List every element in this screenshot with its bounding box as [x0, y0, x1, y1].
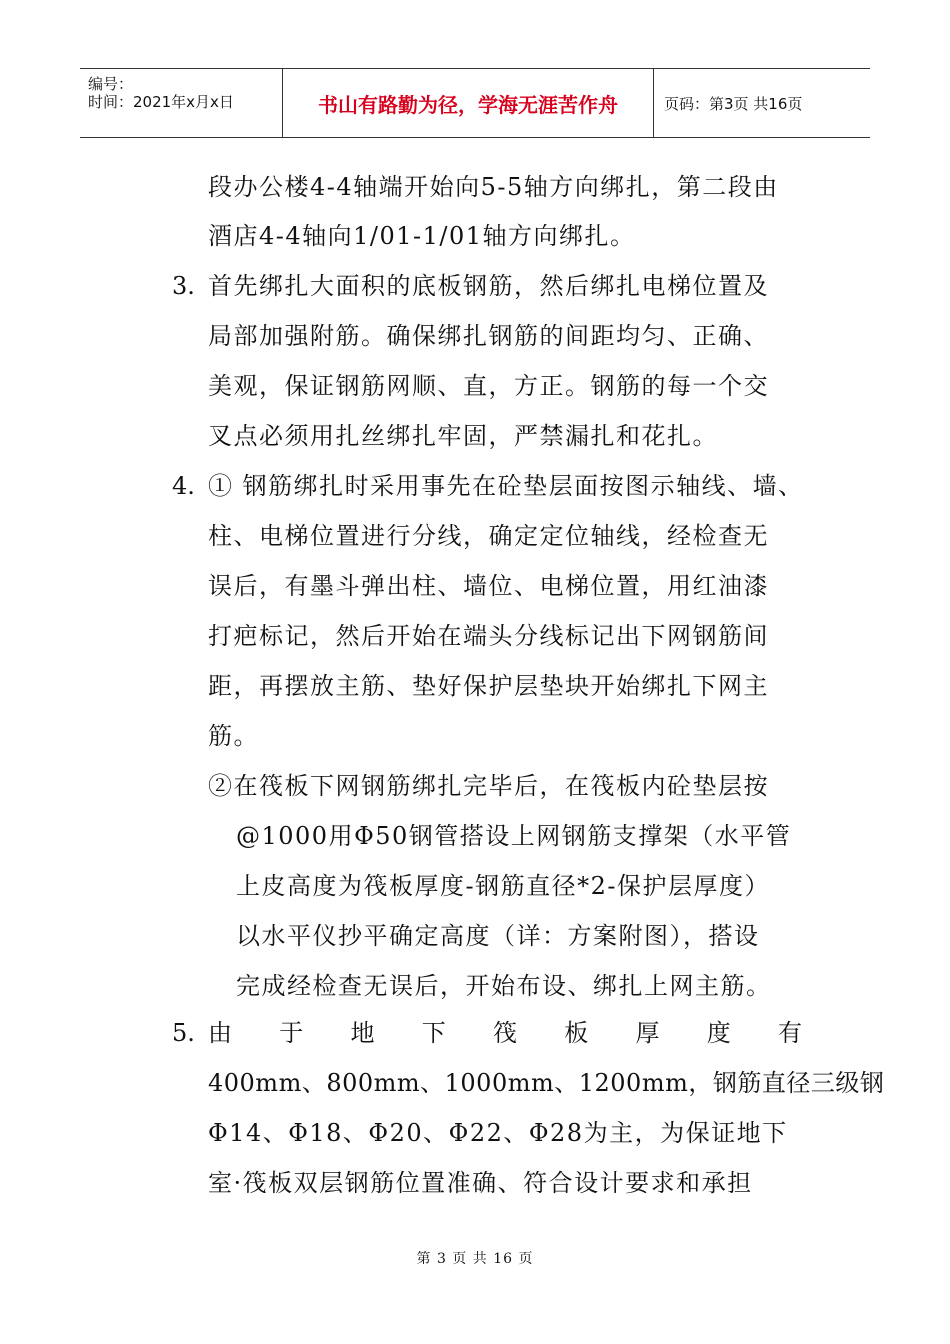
list-number: 3. [172, 272, 195, 300]
text-line: 打疤标记，然后开始在端头分线标记出下网钢筋间 [208, 622, 769, 650]
page-footer: 第 3 页 共 16 页 [416, 1251, 534, 1267]
text-line: 叉点必须用扎丝绑扎牢固，严禁漏扎和花扎。 [208, 422, 718, 450]
text-line: 完成经检查无误后，开始布设、绑扎上网主筋。 [236, 972, 772, 1000]
page-info: 页码：第3页 共16页 [664, 94, 803, 113]
text-line: 400mm、800mm、1000mm、1200mm，钢筋直径三级钢 [208, 1069, 885, 1097]
justified-char: 由 [208, 1019, 232, 1047]
text-line: ②在筏板下网钢筋绑扎完毕后，在筏板内砼垫层按 [208, 772, 769, 800]
list-number: 4. [172, 472, 195, 500]
justified-char: 度 [706, 1019, 731, 1047]
justified-char: 于 [279, 1019, 304, 1047]
text-line: ① 钢筋绑扎时采用事先在砼垫层面按图示轴线、墙、 [208, 472, 804, 500]
list-number: 5. [172, 1019, 195, 1047]
text-line: Φ14、Φ18、Φ20、Φ22、Φ28为主，为保证地下 [208, 1119, 788, 1147]
number-label: 编号： [88, 75, 134, 93]
text-line: 柱、电梯位置进行分线，确定定位轴线，经检查无 [208, 522, 769, 550]
text-line: 误后，有墨斗弹出柱、墙位、电梯位置，用红油漆 [208, 572, 769, 600]
header-page-info-cell [654, 69, 870, 137]
time-label: 时间：2021年x月x日 [88, 93, 234, 111]
text-line: 酒店4-4轴向1/01-1/01轴方向绑扎。 [208, 222, 636, 250]
text-line: 室·筏板双层钢筋位置准确、符合设计要求和承担 [208, 1169, 753, 1197]
text-line: 局部加强附筋。确保绑扎钢筋的间距均匀、正确、 [208, 322, 769, 350]
header-motto: 书山有路勤为径，学海无涯苦作舟 [283, 69, 654, 137]
justified-char: 板 [564, 1019, 589, 1047]
text-line: 筋。 [208, 722, 259, 750]
text-line: 首先绑扎大面积的底板钢筋，然后绑扎电梯位置及 [208, 272, 769, 300]
text-line: 美观，保证钢筋网顺、直，方正。钢筋的每一个交 [208, 372, 769, 400]
text-line: 距，再摆放主筋、垫好保护层垫块开始绑扎下网主 [208, 672, 769, 700]
justified-char: 地 [350, 1019, 375, 1047]
text-line: 以水平仪抄平确定高度（详：方案附图），搭设 [236, 922, 760, 950]
justified-char: 厚 [635, 1019, 660, 1047]
text-line: 段办公楼4-4轴端开始向5-5轴方向绑扎，第二段由 [208, 173, 779, 201]
text-line: @1000用Φ50钢管搭设上网钢筋支撑架（水平管 [236, 822, 792, 850]
header-meta-cell [80, 69, 283, 137]
page-header [80, 68, 870, 138]
justified-line [208, 1018, 802, 1048]
justified-char: 有 [778, 1019, 802, 1047]
text-line: 上皮高度为筏板厚度-钢筋直径*2-保护层厚度） [236, 872, 770, 900]
justified-char: 下 [421, 1019, 446, 1047]
justified-char: 筏 [493, 1019, 517, 1047]
